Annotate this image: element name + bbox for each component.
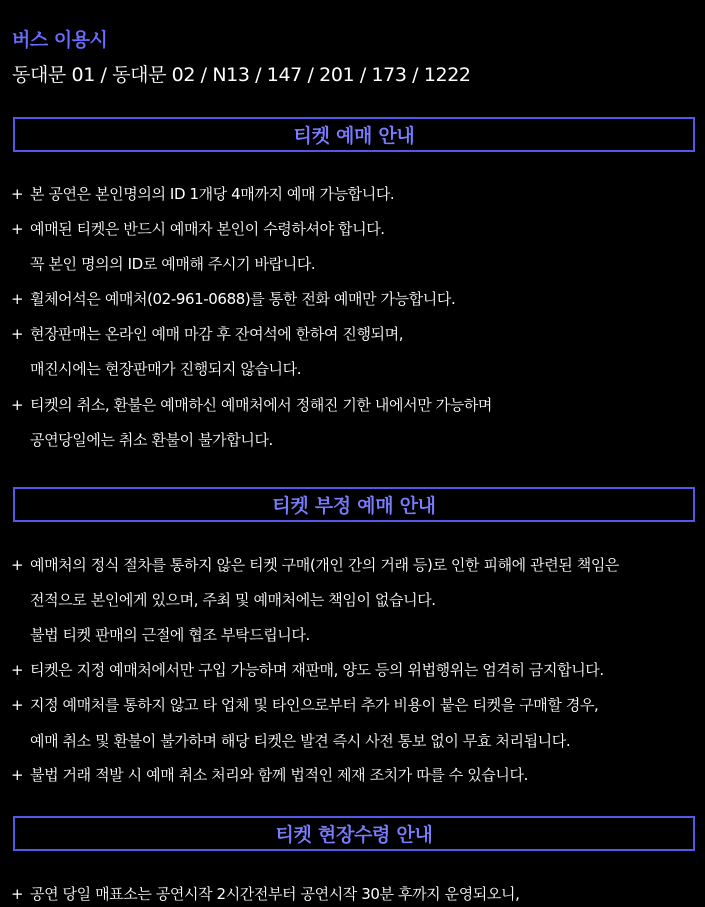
list-item: [11, 765, 528, 785]
list-item: [11, 219, 385, 239]
list-item: [11, 289, 455, 309]
plus-bullet-icon: +: [11, 220, 24, 238]
list-item-text: 티켓은 지정 예매처에서만 구입 가능하며 재판매, 양도 등의 위법행위는 엄격히 금지합니다.: [30, 661, 604, 679]
plus-bullet-icon: +: [11, 185, 24, 203]
list-item-text: 공연 당일 매표소는 공연시작 2시간전부터 공연시작 30분 후까지 운영되오니,: [30, 885, 520, 903]
plus-bullet-icon: +: [11, 766, 24, 784]
list-item-text: 현장판매는 온라인 예매 마감 후 잔여석에 한하여 진행되며,: [30, 325, 404, 343]
list-item: [11, 660, 604, 680]
list-item: [11, 555, 619, 575]
plus-bullet-icon: +: [11, 396, 24, 414]
list-item-continuation: 예매 취소 및 환불이 불가하며 해당 티켓은 발견 즉시 사전 통보 없이 무효 처리됩니다.: [30, 732, 571, 750]
plus-bullet-icon: +: [11, 696, 24, 714]
list-item: [11, 324, 403, 344]
section-header-onsite-pickup: 티켓 현장수령 안내: [13, 816, 695, 851]
list-item-text: 불법 거래 적발 시 예매 취소 처리와 함께 법적인 제재 조치가 따를 수 있습니다.: [30, 766, 528, 784]
list-item: [11, 695, 598, 715]
plus-bullet-icon: +: [11, 556, 24, 574]
list-item: [11, 884, 519, 904]
list-item-continuation: 전적으로 본인에게 있으며, 주최 및 예매처에는 책임이 없습니다.: [30, 591, 436, 609]
list-item: [11, 395, 492, 415]
list-item-continuation: 공연당일에는 취소 환불이 불가합니다.: [30, 431, 273, 449]
plus-bullet-icon: +: [11, 885, 24, 903]
plus-bullet-icon: +: [11, 325, 24, 343]
plus-bullet-icon: +: [11, 661, 24, 679]
bus-routes-text: 동대문 01 / 동대문 02 / N13 / 147 / 201 / 173 / 1222: [12, 64, 471, 86]
list-item-text: 지정 예매처를 통하지 않고 타 업체 및 타인으로부터 추가 비용이 붙은 티켓을 구매할 경우,: [30, 696, 599, 714]
list-item-text: 휠체어석은 예매처(02-961-0688)를 통한 전화 예매만 가능합니다.: [30, 290, 456, 308]
list-item-continuation: 불법 티켓 판매의 근절에 협조 부탁드립니다.: [30, 626, 310, 644]
list-item-text: 본 공연은 본인명의의 ID 1개당 4매까지 예매 가능합니다.: [30, 185, 395, 203]
list-item-text: 티켓의 취소, 환불은 예매하신 예매처에서 정해진 기한 내에서만 가능하며: [30, 396, 493, 414]
list-item: [11, 184, 394, 204]
list-item-continuation: 매진시에는 현장판매가 진행되지 않습니다.: [30, 360, 302, 378]
bus-section-title: 버스 이용시: [12, 29, 108, 51]
plus-bullet-icon: +: [11, 290, 24, 308]
section-header-illegal-booking: 티켓 부정 예매 안내: [13, 487, 695, 522]
list-item-continuation: 꼭 본인 명의의 ID로 예매해 주시기 바랍니다.: [30, 255, 316, 273]
list-item-text: 예매처의 정식 절차를 통하지 않은 티켓 구매(개인 간의 거래 등)로 인한 피해에 관련된 책임은: [30, 556, 620, 574]
section-header-ticket-booking: 티켓 예매 안내: [13, 117, 695, 152]
list-item-text: 예매된 티켓은 반드시 예매자 본인이 수령하셔야 합니다.: [30, 220, 385, 238]
